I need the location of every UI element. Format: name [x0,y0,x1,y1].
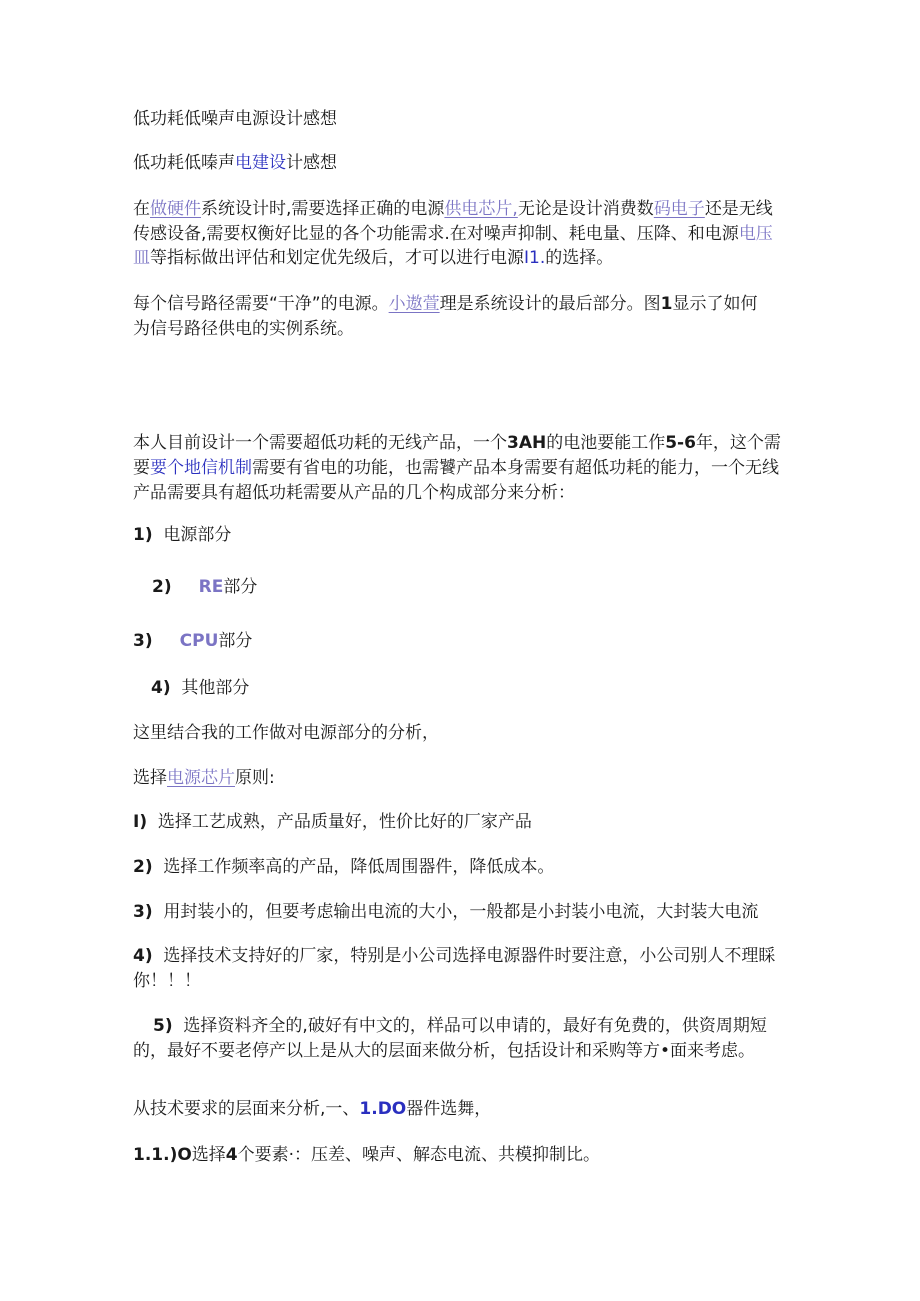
item-text: 用封装小的，但要考虑输出电流的大小，一般都是小封装小电流，大封装大电流 [163,902,759,922]
text: 个要素·：压差、噪声、解态电流、共模抑制比。 [237,1145,601,1165]
link-cpu[interactable]: CPU [179,631,219,651]
link-management[interactable]: 小遨萱 [388,294,440,314]
item-text: 电源部分 [163,525,232,545]
link-ldo[interactable]: 1.DO [359,1099,407,1119]
title2-text-b: 计感想 [286,153,337,173]
text: 的选择。 [545,248,614,268]
tech-line [133,1097,491,1121]
item-text: 其他部分 [181,678,250,698]
para3-line-2 [133,456,779,480]
link-digital-electronics[interactable]: 码电子 [653,199,705,219]
title-text: 低功耗低噪声电源设计感想 [133,109,337,129]
rule-continuation [133,1039,755,1063]
text: 理是系统设计的最后部分。图 [439,294,661,314]
item-number: 4) [151,678,171,698]
text: 产品需要具有超低功耗需要从产品的几个构成部分来分析： [133,483,575,503]
title-line-2 [133,151,337,175]
section-number: 1.1.)O [133,1145,192,1165]
years-range: 5-6 [665,433,696,453]
figure-number: 1 [660,294,673,314]
item-text: 部分 [218,631,253,651]
para2-line-2 [133,317,354,341]
text: 在 [133,199,150,219]
part-item [152,575,257,599]
item-number: 5) [153,1016,173,1036]
para1-line-1 [133,197,773,221]
item-number: 2) [133,857,153,877]
rule-continuation [133,969,201,993]
text: 从技术要求的层面来分析,一、 [133,1099,360,1119]
text: 显示了如何 [672,294,758,314]
rule-item [133,900,758,924]
rule-item [153,1014,767,1038]
text: 原则: [235,768,275,788]
count: 4 [225,1145,238,1165]
item-number: 3) [133,902,153,922]
link-power-chip[interactable]: 供电芯片, [444,199,518,219]
title2-text-a: 低功耗低嗪声 [133,153,235,173]
part-item [133,629,252,653]
para3-line-1 [133,431,781,455]
para1-line-3 [133,246,613,270]
text: 选择 [133,768,167,788]
text: 这里结合我的工作做对电源部分的分析， [133,723,439,743]
text: 传感设备,需要权衡好比显的各个功能需求.在对噪声抑制、耗电量、压降、和电源 [133,224,739,244]
text: 你！！！ [133,971,201,991]
intro-line [133,721,439,745]
link-voltage[interactable]: 电压 [738,224,773,244]
link-rf[interactable]: RE [198,577,224,597]
text: 系统设计时,需要选择正确的电源 [201,199,445,219]
item-number: 4) [133,946,153,966]
text: 选择 [191,1145,226,1165]
item-number: 2) [152,577,172,597]
text: 需要有省电的功能，也需饕产品本身需要有超低功耗的能力，一个无线 [252,458,779,478]
text: 为信号路径供电的实例系统。 [133,319,354,339]
link-mechanism[interactable]: 要个地信机制 [150,458,252,478]
text: 本人目前设计一个需要超低功耗的无线产品，一个 [133,433,507,453]
text: 要 [133,458,150,478]
text: 器件选舞， [406,1099,492,1119]
item-text: 部分 [223,577,258,597]
text: 的电池要能工作 [546,433,666,453]
select-line [133,766,275,790]
item-text: 选择技术支持好的厂家，特别是小公司选择电源器件时要注意，小公司别人不理睬 [163,946,776,966]
item-number: I) [133,812,148,832]
link-hardware[interactable]: 做硬件 [150,199,201,219]
para1-line-2 [133,222,773,246]
rule-item [133,810,532,834]
link-power-ic[interactable]: 电源芯片 [167,768,235,788]
rule-item [133,944,775,968]
text: 无论是设计消费数 [517,199,654,219]
link-min[interactable]: 皿 [133,248,150,268]
title2-link[interactable]: 电建设 [235,153,286,173]
item-text: 选择工艺成熟，产品质量好，性价比好的厂家产品 [157,812,532,832]
text: 的，最好不要老停产以上是从大的层面来做分析，包括设计和采购等方•面来考虑。 [133,1041,756,1061]
text: 还是无线 [704,199,773,219]
part-item [133,523,231,547]
link-ic[interactable]: I1. [524,248,546,268]
item-text: 选择资料齐全的,破好有中文的，样品可以申请的，最好有免费的，供资周期短 [183,1016,767,1036]
item-number: 1) [133,525,153,545]
text: 等指标做出评估和划定优先级后，才可以进行电源 [150,248,524,268]
para2-line-1 [133,292,757,316]
text: 每个信号路径需要“干净”的电源。 [133,294,389,314]
item-number: 3) [133,631,153,651]
battery-capacity: 3AH [507,433,547,453]
rule-item [133,855,554,879]
text: 年，这个需 [695,433,781,453]
part-item [151,676,249,700]
para3-line-3 [133,481,575,505]
item-text: 选择工作频率高的产品，降低周围器件，降低成本。 [163,857,555,877]
last-line [133,1143,600,1167]
title-line-1 [133,107,337,131]
